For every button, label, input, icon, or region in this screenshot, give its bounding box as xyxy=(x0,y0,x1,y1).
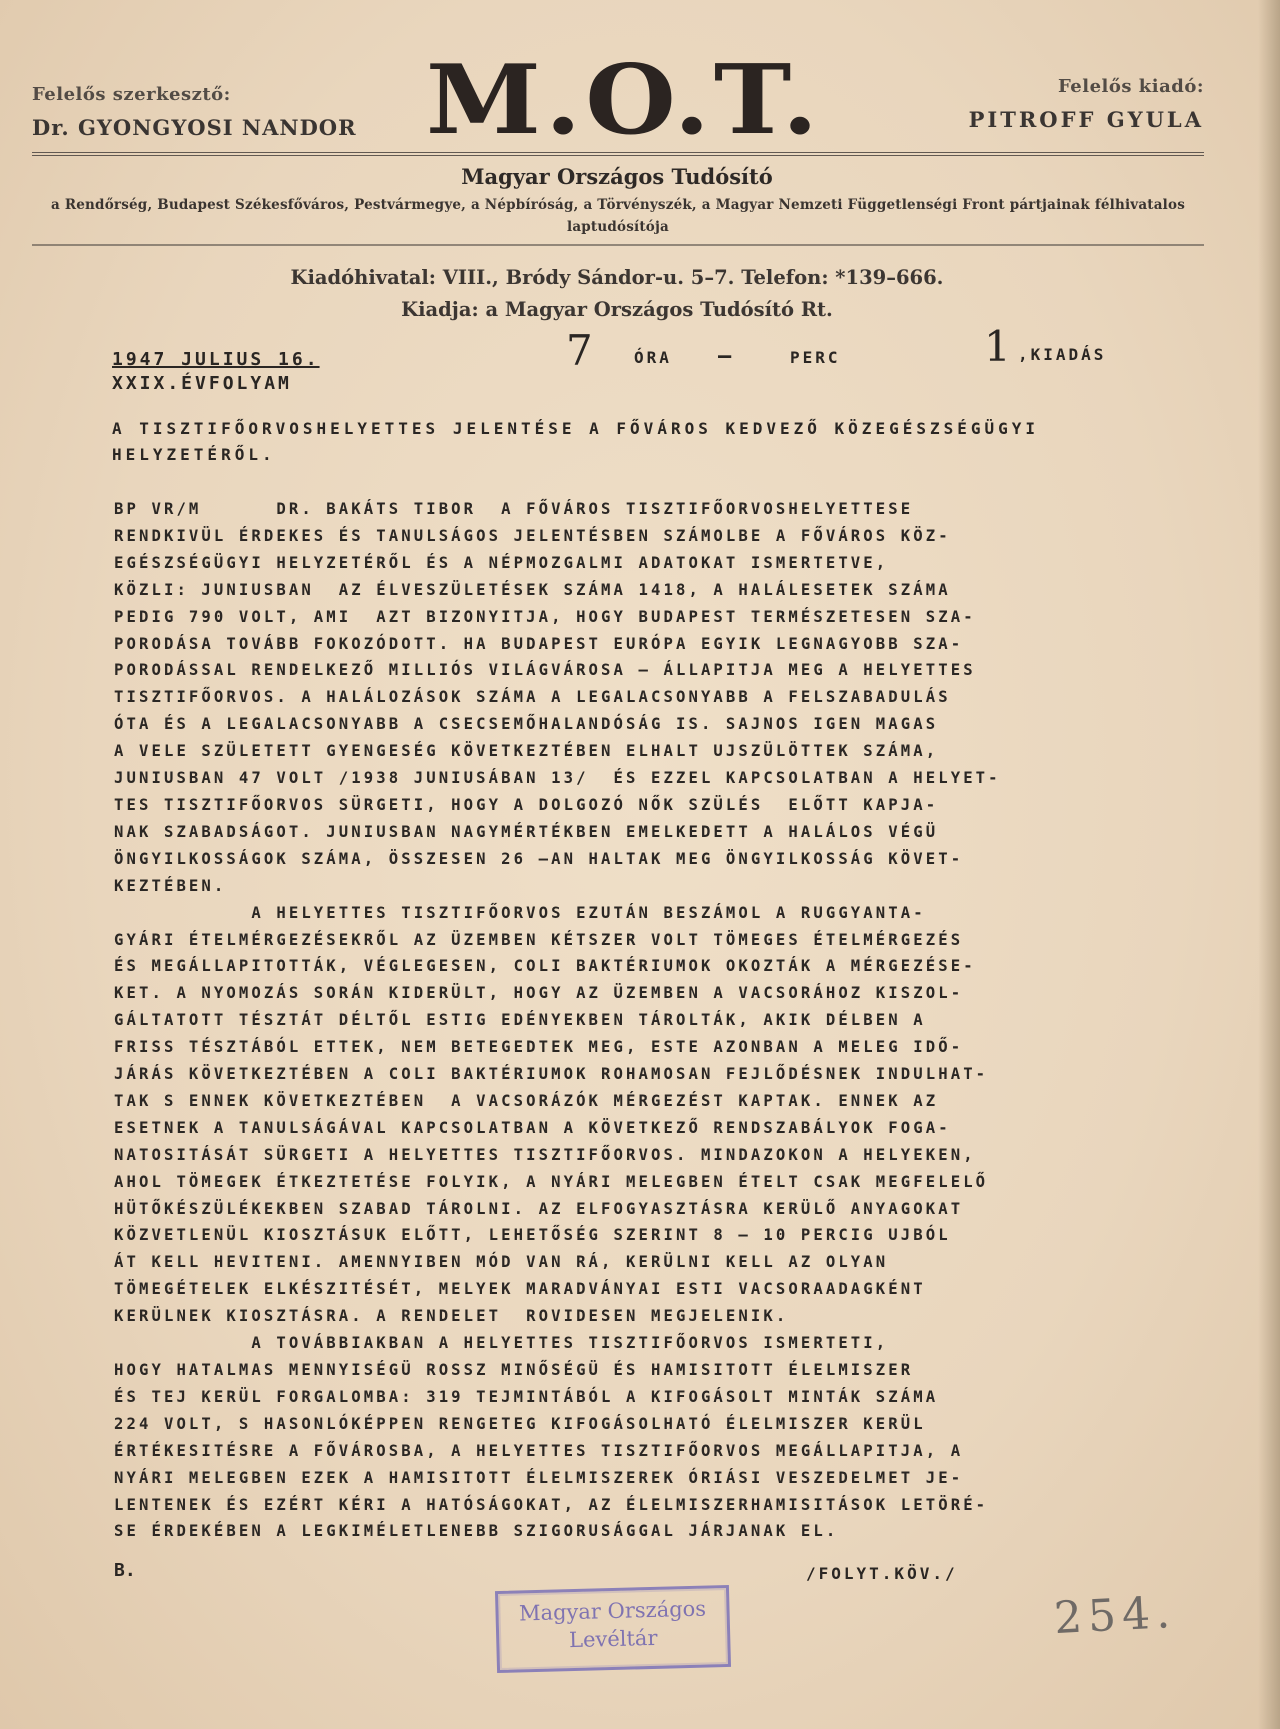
masthead-rule-top xyxy=(32,152,1204,156)
publisher-name: PITROFF GYULA xyxy=(968,107,1204,132)
article-headline: A TISZTIFŐORVOSHELYETTES JELENTÉSE A FŐVÁROS KEDVEZŐ KÖZEGÉSZSÉGÜGYI HELYZETÉRŐL. xyxy=(112,419,1040,464)
edition-label: ,KIADÁS xyxy=(1018,345,1107,364)
editor-name: Dr. GYONGYOSI NANDOR xyxy=(32,115,357,140)
issuer-line: Kiadja: a Magyar Országos Tudósító Rt. xyxy=(401,298,833,321)
masthead-logo: M.O.T. xyxy=(425,42,823,157)
stamp-line-1: Magyar Országos xyxy=(518,1596,707,1626)
issue-volume: XXIX.ÉVFOLYAM xyxy=(112,373,292,394)
time-dash: – xyxy=(718,344,732,369)
masthead-subtitle: Magyar Országos Tudósító xyxy=(461,164,773,189)
publisher-label: Felelős kiadó: xyxy=(1058,76,1204,97)
edition-number: 1 xyxy=(984,322,1011,371)
page-number: 254. xyxy=(1052,1586,1178,1645)
hour-value: 7 xyxy=(566,326,593,375)
editor-block xyxy=(32,84,357,140)
dateline-date xyxy=(112,348,320,396)
issue-date: 1947 JULIUS 16. xyxy=(112,349,320,370)
closing-mark: B. xyxy=(114,1560,136,1581)
archive-stamp xyxy=(495,1585,731,1673)
editor-label: Felelős szerkesztő: xyxy=(32,84,231,105)
office-address: Kiadóhivatal: VIII., Bródy Sándor-u. 5–7. Telefon: *139–666. xyxy=(290,266,944,289)
minute-label: PERC xyxy=(790,348,841,367)
publisher-block xyxy=(969,76,1204,132)
masthead-affiliation: a Rendőrség, Budapest Székesfőváros, Pestvármegye, a Népbíróság, a Törvényszék, a Magyar Nemzeti Függetlenségi Front pártjainak félhivatalos laptudósítója xyxy=(50,197,1186,235)
hour-label: ÓRA xyxy=(634,348,672,367)
masthead-rule-bottom xyxy=(32,244,1204,246)
office-block xyxy=(0,262,1234,326)
stamp-line-2: Levéltár xyxy=(568,1625,658,1653)
article-body: BP VR/M DR. BAKÁTS TIBOR A FŐVÁROS TISZTIFŐORVOSHELYETTESE RENDKIVÜL ÉRDEKES ÉS TANULSÁGOS JELENTÉSBEN SZÁMOLBE A FŐVÁROS KÖZ- EGÉSZSÉGÜGYI HELYZETÉRŐL ÉS A NÉPMOZGALMI ADATOKAT ISMERTETVE, KÖZLI: JUNIUSBAN AZ ÉLVESZÜLETÉSEK SZÁMA 1418, A HALÁLESETEK SZÁMA PEDIG 790 VOLT, AMI AZT BIZONYITJA, HOGY BUDAPEST TERMÉSZETESEN SZA- PORODÁSA TOVÁBB FOKOZÓDOTT. HA BUDAPEST EURÓPA EGYIK LEGNAGYOBB SZA- PORODÁSSAL RENDELKEZŐ MILLIÓS VILÁGVÁROSA – ÁLLAPITJA MEG A HELYETTES TISZTIFŐORVOS. A HALÁLOZÁSOK SZÁMA A LEGALACSONYABB A FELSZABADULÁS ÓTA ÉS A LEGALACSONYABB A CSECSEMŐHALANDÓSÁG IS. SAJNOS IGEN MAGAS A VELE SZÜLETETT GYENGESÉG KÖVETKEZTÉBEN ELHALT UJSZÜLÖTTEK SZÁMA, JUNIUSBAN 47 VOLT /1938 JUNIUSÁBAN 13/ ÉS EZZEL KAPCSOLATBAN A HELYET- TES TISZTIFŐORVOS SÜRGETI, HOGY A DOLGOZÓ NŐK SZÜLÉS ELŐTT KAPJA- NAK SZABADSÁGOT. JUNIUSBAN NAGYMÉRTÉKBEN EMELKEDETT A HALÁLOS VÉGÜ ÖNGYILKOSSÁGOK SZÁMA, ÖSSZESEN 26 –AN HALTAK MEG ÖNGYILKOSSÁG KÖVET- KEZTÉBEN. A HELYETTES TISZTIFŐORVOS EZUTÁN BESZÁMOL A RUGGYANTA- GYÁRI ÉTELMÉRGEZÉSEKRŐL AZ ÜZEMBEN KÉTSZER VOLT TÖMEGES ÉTELMÉRGEZÉS ÉS MEGÁLLAPITOTTÁK, VÉGLEGESEN, COLI BAKTÉRIUMOK OKOZTÁK A MÉRGEZÉSE- KET. A NYOMOZÁS SORÁN KIDERÜLT, HOGY AZ ÜZEMBEN A VACSORÁHOZ KISZOL- GÁLTATOTT TÉSZTÁT DÉLTŐL ESTIG EDÉNYEKBEN TÁROLTÁK, AKIK DÉLBEN A FRISS TÉSZTÁBÓL ETTEK, NEM BETEGEDTEK MEG, ESTE AZONBAN A MELEG IDŐ- JÁRÁS KÖVETKEZTÉBEN A COLI BAKTÉRIUMOK ROHAMOSAN FEJLŐDÉSNEK INDULHAT- TAK S ENNEK KÖVETKEZTÉBEN A VACSORÁZÓK MÉRGEZÉST KAPTAK. ENNEK AZ ESETNEK A TANULSÁGÁVAL KAPCSOLATBAN A KÖVETKEZŐ RENDSZABÁLYOK FOGA- NATOSITÁSÁT SÜRGETI A HELYETTES TISZTIFŐORVOS. MINDAZOKON A HELYEKEN, AHOL TÖMEGEK ÉTKEZTETÉSE FOLYIK, A NYÁRI MELEGBEN ÉTELT CSAK MEGFELELŐ HÜTŐKÉSZÜLÉKEKBEN SZABAD TÁROLNI. AZ ELFOGYASZTÁSRA KERÜLŐ ANYAGOKAT KÖZVETLENÜL KIOSZTÁSUK ELŐTT, LEHETŐSÉG SZERINT 8 – 10 PERCIG UJBÓL ÁT KELL HEVITENI. AMENNYIBEN MÓD VAN RÁ, KERÜLNI KELL AZ OLYAN TÖMEGÉTELEK ELKÉSZITÉSÉT, MELYEK MARADVÁNYAI ESTI VACSORAADAGKÉNT KERÜLNEK KIOSZTÁSRA. A RENDELET ROVIDESEN MEGJELENIK. A TOVÁBBIAKBAN A HELYETTES TISZTIFŐORVOS ISMERTETI, HOGY HATALMAS MENNYISÉGÜ ROSSZ MINŐSÉGÜ ÉS HAMISITOTT ÉLELMISZER ÉS TEJ KERÜL FORGALOMBA: 319 TEJMINTÁBÓL A KIFOGÁSOLT MINTÁK SZÁMA 224 VOLT, S HASONLÓKÉPPEN RENGETEG KIFOGÁSOLHATÓ ÉLELMISZER KERÜL ÉRTÉKESITÉSRE A FŐVÁROSBA, A HELYETTES TISZTIFŐORVOS MEGÁLLAPITJA, A NYÁRI MELEGBEN EZEK A HAMISITOTT ÉLELMISZEREK ÓRIÁSI VESZEDELMET JE- LENTENEK ÉS EZÉRT KÉRI A HATÓSÁGOKAT, AZ ÉLELMISZERHAMISITÁSOK LETÖRÉ- SE ÉRDEKÉBEN A LEGKIMÉLETLENEBB SZIGORUSÁGGAL JÁRJANAK EL. xyxy=(114,500,1001,1541)
continuation-note: /FOLYT.KÖV./ xyxy=(806,1564,958,1583)
